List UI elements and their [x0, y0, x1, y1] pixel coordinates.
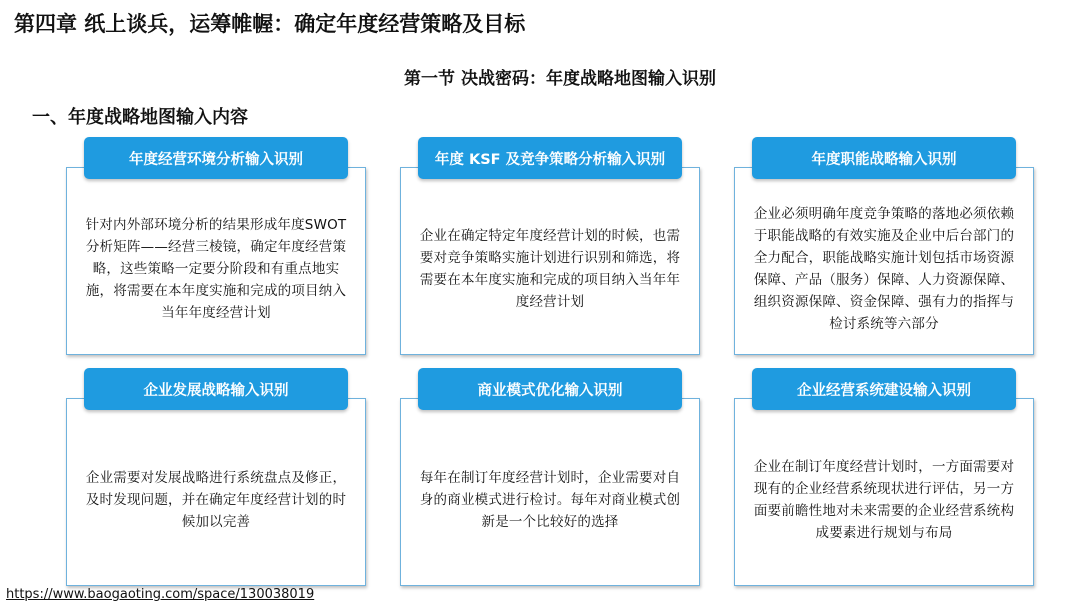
- card-functional-strategy: [734, 137, 1034, 355]
- card-body: [734, 167, 1034, 355]
- card-body: [400, 398, 700, 586]
- card-body: [66, 167, 366, 355]
- card-header: 企业发展战略输入识别: [84, 368, 348, 410]
- card-header: 年度经营环境分析输入识别: [84, 137, 348, 179]
- card-operating-system: [734, 368, 1034, 586]
- card-body: [66, 398, 366, 586]
- section-title: 第一节 决战密码：年度战略地图输入识别: [404, 69, 716, 89]
- card-development-strategy: [66, 368, 366, 586]
- card-body: [400, 167, 700, 355]
- card-business-model: [400, 368, 700, 586]
- sub-heading: 一、年度战略地图输入内容: [32, 107, 248, 128]
- card-text: 企业需要对发展战略进行系统盘点及修正，及时发现问题，并在确定年度经营计划的时候加以完善: [85, 470, 347, 530]
- card-header: 年度 KSF 及竞争策略分析输入识别: [418, 137, 682, 179]
- card-body: [734, 398, 1034, 586]
- card-header: 企业经营系统建设输入识别: [752, 368, 1016, 410]
- card-environment-analysis: [66, 137, 366, 355]
- card-text: 企业在制订年度经营计划时，一方面需要对现有的企业经营系统现状进行评估，另一方面要前瞻性地对未来需要的企业经营系统构成要素进行规划与布局: [753, 459, 1015, 541]
- card-text: 企业必须明确年度竞争策略的落地必须依赖于职能战略的有效实施及企业中后台部门的全力配合，职能战略实施计划包括市场资源保障、产品（服务）保障、人力资源保障、组织资源保障、资金保障、强有力的指挥与检讨系统等六部分: [753, 206, 1015, 332]
- card-text: 企业在确定特定年度经营计划的时候，也需要对竞争策略实施计划进行识别和筛选，将需要在本年度实施和完成的项目纳入当年年度经营计划: [419, 228, 681, 310]
- source-link[interactable]: https://www.baogaoting.com/space/130038019: [6, 587, 315, 602]
- card-header: 商业模式优化输入识别: [418, 368, 682, 410]
- card-ksf-competition: [400, 137, 700, 355]
- card-header: 年度职能战略输入识别: [752, 137, 1016, 179]
- card-text: 每年在制订年度经营计划时，企业需要对自身的商业模式进行检讨。每年对商业模式创新是一个比较好的选择: [419, 470, 681, 530]
- chapter-title: 第四章 纸上谈兵，运筹帷幄：确定年度经营策略及目标: [14, 12, 526, 36]
- card-text: 针对内外部环境分析的结果形成年度SWOT 分析矩阵——经营三棱镜，确定年度经营策略，这些策略一定要分阶段和有重点地实施，将需要在本年度实施和完成的项目纳入当年年度经营计划: [85, 217, 347, 321]
